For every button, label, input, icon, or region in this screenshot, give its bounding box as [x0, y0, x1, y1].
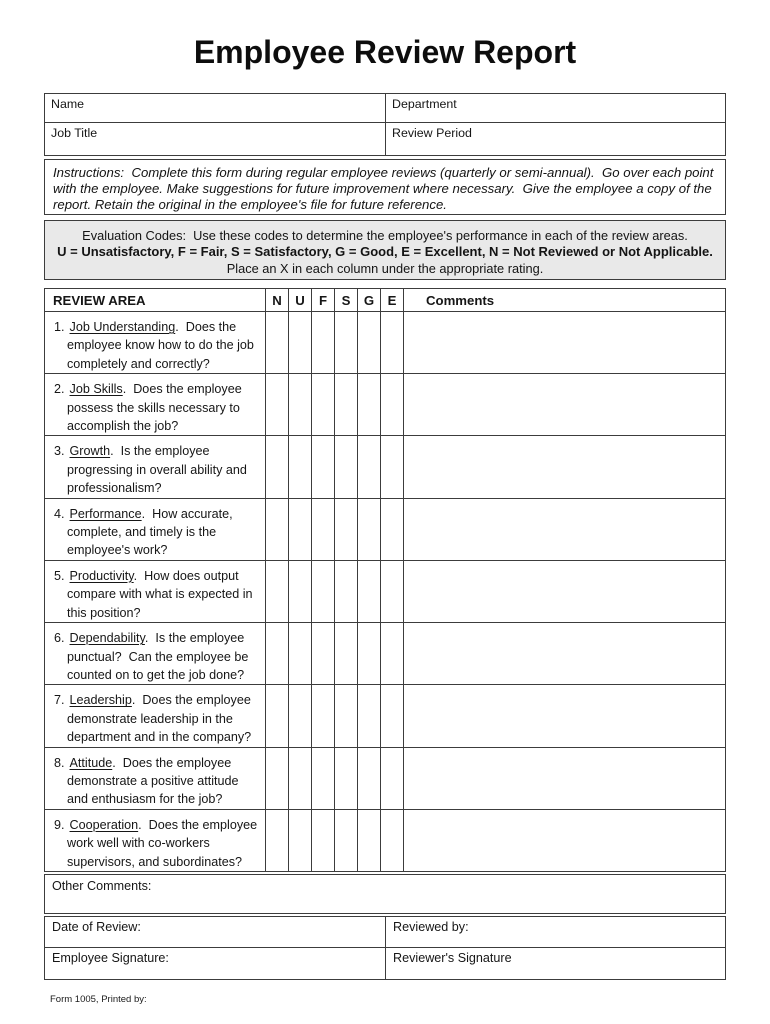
rating-cell-f[interactable] [312, 809, 335, 871]
rating-header-n: N [266, 289, 289, 312]
rating-header-s: S [335, 289, 358, 312]
comment-cell[interactable] [404, 436, 726, 498]
review-keyword: Dependability [69, 631, 145, 646]
review-row [45, 560, 726, 622]
review-description: . Does the employee work well with co-workers supervisors, and subordinates? [67, 817, 258, 869]
evaluation-codes-line1: Evaluation Codes: Use these codes to determine the employee's performance in each of the review areas. [82, 228, 688, 243]
review-area-cell [45, 374, 266, 436]
rating-cell-e[interactable] [381, 560, 404, 622]
department-field[interactable] [386, 94, 725, 123]
review-description: . Does the employee demonstrate leadership in the department and in the company? [67, 693, 252, 745]
job-title-field[interactable] [45, 123, 386, 155]
rating-cell-n[interactable] [266, 747, 289, 809]
rating-cell-n[interactable] [266, 623, 289, 685]
rating-cell-e[interactable] [381, 312, 404, 374]
review-row [45, 623, 726, 685]
employee-info-table [44, 93, 726, 156]
date-of-review-label: Date of Review: [52, 919, 141, 934]
rating-cell-s[interactable] [335, 747, 358, 809]
rating-cell-f[interactable] [312, 623, 335, 685]
comment-cell[interactable] [404, 498, 726, 560]
row-number: 3. [54, 444, 65, 459]
rating-cell-f[interactable] [312, 498, 335, 560]
rating-header-e: E [381, 289, 404, 312]
review-area-header: REVIEW AREA [45, 289, 266, 312]
review-keyword: Growth [69, 444, 111, 459]
job-title-label: Job Title [51, 126, 98, 140]
rating-header-g: G [358, 289, 381, 312]
rating-cell-n[interactable] [266, 436, 289, 498]
rating-cell-n[interactable] [266, 374, 289, 436]
comment-cell[interactable] [404, 623, 726, 685]
rating-cell-f[interactable] [312, 685, 335, 747]
row-number: 1. [54, 320, 65, 334]
rating-cell-e[interactable] [381, 374, 404, 436]
review-keyword: Performance [69, 506, 142, 521]
review-keyword: Leadership [69, 693, 132, 708]
reviewer-signature-label: Reviewer's Signature [393, 950, 512, 965]
rating-cell-s[interactable] [335, 312, 358, 374]
rating-cell-g[interactable] [358, 436, 381, 498]
comment-cell[interactable] [404, 809, 726, 871]
instructions-box [44, 159, 726, 215]
review-area-cell [45, 685, 266, 747]
rating-cell-n[interactable] [266, 809, 289, 871]
review-keyword: Job Skills [69, 382, 123, 397]
rating-cell-s[interactable] [335, 498, 358, 560]
evaluation-codes-box [44, 220, 726, 280]
page-title: Employee Review Report [193, 34, 577, 70]
rating-cell-e[interactable] [381, 685, 404, 747]
rating-cell-f[interactable] [312, 560, 335, 622]
rating-cell-u[interactable] [289, 374, 312, 436]
review-table-header-row [45, 289, 726, 312]
rating-cell-u[interactable] [289, 623, 312, 685]
rating-cell-g[interactable] [358, 560, 381, 622]
review-row [45, 685, 726, 747]
evaluation-codes-line2: U = Unsatisfactory, F = Fair, S = Satisfactory, G = Good, E = Excellent, N = Not Reviewed or Not Applicable. [57, 244, 713, 260]
review-description: . Does the employee possess the skills necessary to accomplish the job? [67, 382, 242, 434]
rating-cell-g[interactable] [358, 498, 381, 560]
form-number-footer: Form 1005, Printed by: [50, 993, 147, 1005]
rating-cell-s[interactable] [335, 623, 358, 685]
review-description: . Does the employee know how to do the job completely and correctly? [67, 320, 254, 371]
rating-cell-g[interactable] [358, 747, 381, 809]
review-description: . Is the employee punctual? Can the employee be counted on to get the job done? [67, 631, 249, 682]
row-number: 9. [54, 817, 65, 832]
review-rows [45, 312, 726, 872]
rating-cell-u[interactable] [289, 560, 312, 622]
signature-table [44, 916, 726, 980]
review-keyword: Attitude [69, 755, 113, 770]
row-number: 7. [54, 693, 65, 708]
rating-cell-e[interactable] [381, 623, 404, 685]
review-period-label: Review Period [392, 126, 472, 140]
name-label: Name [51, 97, 85, 111]
rating-cell-e[interactable] [381, 747, 404, 809]
rating-cell-g[interactable] [358, 623, 381, 685]
review-area-cell [45, 498, 266, 560]
instructions-label: Instructions: [53, 165, 125, 180]
review-area-cell [45, 623, 266, 685]
rating-cell-s[interactable] [335, 374, 358, 436]
review-description: . Does the employee demonstrate a positive attitude and enthusiasm for the job? [67, 755, 239, 807]
other-comments-label: Other Comments: [52, 878, 152, 893]
rating-cell-f[interactable] [312, 312, 335, 374]
review-description: . Is the employee progressing in overall ability and professionalism? [67, 444, 247, 496]
comment-cell[interactable] [404, 560, 726, 622]
review-row [45, 747, 726, 809]
rating-cell-g[interactable] [358, 312, 381, 374]
instructions-text: Complete this form during regular employee reviews (quarterly or semi-annual). Go over each point with the employee. Make suggestions for future improvement where necessary. Give the employee a copy of the report. Retain the original in the employee's file for future reference. [53, 165, 714, 212]
review-keyword: Cooperation [69, 817, 139, 832]
row-number: 2. [54, 382, 65, 397]
review-row [45, 312, 726, 374]
rating-cell-u[interactable] [289, 685, 312, 747]
review-row [45, 498, 726, 560]
review-period-field[interactable] [386, 123, 725, 155]
review-keyword: Productivity [69, 568, 134, 583]
row-number: 8. [54, 755, 65, 770]
department-label: Department [392, 97, 457, 111]
rating-header-u: U [289, 289, 312, 312]
rating-cell-u[interactable] [289, 312, 312, 374]
review-area-cell [45, 436, 266, 498]
rating-cell-s[interactable] [335, 685, 358, 747]
rating-cell-g[interactable] [358, 685, 381, 747]
reviewed-by-field[interactable] [386, 917, 725, 948]
rating-cell-e[interactable] [381, 498, 404, 560]
rating-cell-n[interactable] [266, 560, 289, 622]
rating-cell-e[interactable] [381, 809, 404, 871]
rating-cell-f[interactable] [312, 374, 335, 436]
review-description: . How does output compare with what is expected in this position? [67, 568, 253, 620]
review-keyword: Job Understanding [69, 320, 176, 334]
row-number: 4. [54, 506, 65, 521]
rating-cell-u[interactable] [289, 436, 312, 498]
employee-signature-label: Employee Signature: [52, 950, 169, 965]
review-table [44, 288, 726, 872]
rating-cell-f[interactable] [312, 436, 335, 498]
row-number: 5. [54, 568, 65, 583]
other-comments-field[interactable] [44, 874, 726, 914]
review-area-cell [45, 312, 266, 374]
review-description: . How accurate, complete, and timely is the employee's work? [67, 506, 233, 558]
row-number: 6. [54, 631, 65, 646]
comment-cell[interactable] [404, 747, 726, 809]
rating-cell-e[interactable] [381, 436, 404, 498]
comments-header: Comments [404, 289, 726, 312]
rating-cell-u[interactable] [289, 747, 312, 809]
rating-cell-f[interactable] [312, 747, 335, 809]
comment-cell[interactable] [404, 374, 726, 436]
review-row [45, 809, 726, 871]
review-area-cell [45, 747, 266, 809]
evaluation-codes-line3: Place an X in each column under the appropriate rating. [226, 260, 544, 276]
name-field[interactable] [45, 94, 386, 123]
comment-cell[interactable] [404, 685, 726, 747]
comment-cell[interactable] [404, 312, 726, 374]
review-area-cell [45, 560, 266, 622]
rating-cell-s[interactable] [335, 436, 358, 498]
rating-cell-s[interactable] [335, 560, 358, 622]
reviewer-signature-field[interactable] [386, 948, 725, 979]
rating-cell-n[interactable] [266, 685, 289, 747]
rating-header-f: F [312, 289, 335, 312]
rating-cell-u[interactable] [289, 809, 312, 871]
date-of-review-field[interactable] [45, 917, 386, 948]
review-row [45, 374, 726, 436]
review-area-cell [45, 809, 266, 871]
rating-cell-g[interactable] [358, 809, 381, 871]
reviewed-by-label: Reviewed by: [393, 919, 469, 934]
rating-cell-g[interactable] [358, 374, 381, 436]
rating-cell-s[interactable] [335, 809, 358, 871]
employee-signature-field[interactable] [45, 948, 386, 979]
review-row [45, 436, 726, 498]
rating-cell-u[interactable] [289, 498, 312, 560]
rating-cell-n[interactable] [266, 312, 289, 374]
rating-cell-n[interactable] [266, 498, 289, 560]
